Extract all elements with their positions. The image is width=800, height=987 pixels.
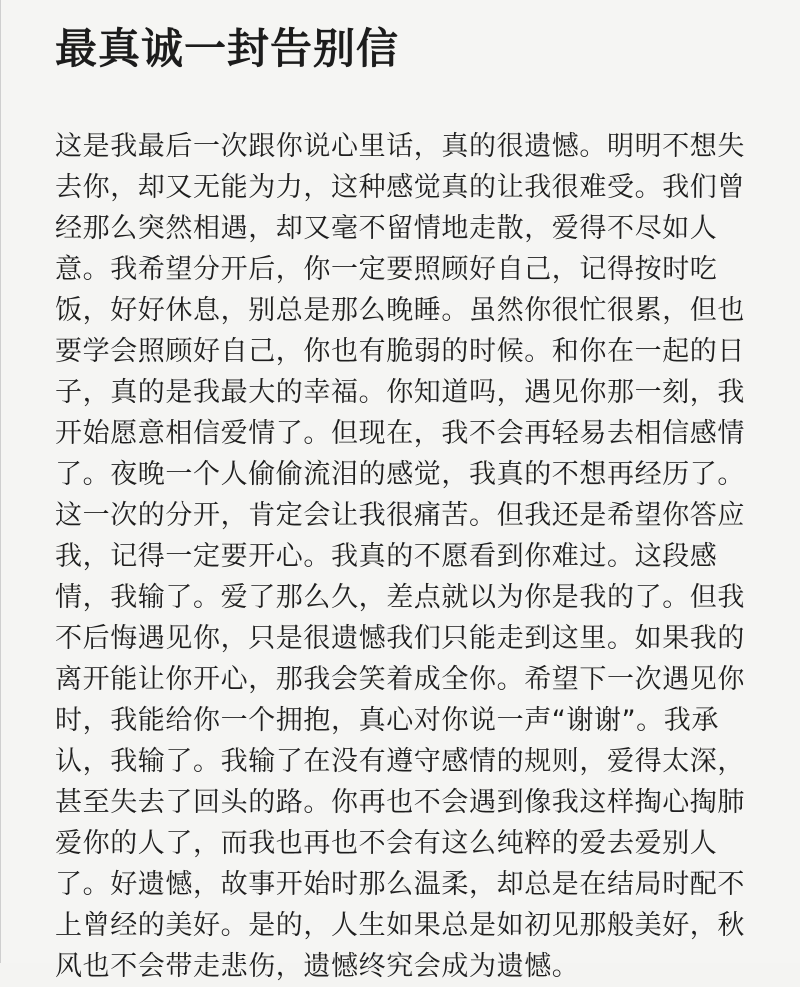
body-line: 离开能让你开心，那我会笑着成全你。希望下一次遇见你 (55, 664, 745, 695)
body-line: 了。夜晚一个人偷偷流泪的感觉，我真的不想再经历了。 (55, 459, 745, 490)
body-line: 这是我最后一次跟你说心里话，真的很遗憾。明明不想失 (55, 131, 745, 162)
body-line: 意。我希望分开后，你一定要照顾好自己，记得按时吃 (55, 254, 718, 285)
page-title: 最真诚一封告别信 (55, 24, 400, 73)
body-line: 开始愿意相信爱情了。但现在，我不会再轻易去相信感情 (55, 418, 745, 449)
body-line: 风也不会带走悲伤，遗憾终究会成为遗憾。 (55, 951, 580, 982)
body-line: 时，我能给你一个拥抱，真心对你说一声“谢谢”。我承 (55, 705, 719, 736)
body-line: 上曾经的美好。是的，人生如果总是如初见那般美好，秋 (55, 910, 745, 941)
letter-body (55, 126, 755, 987)
body-line: 甚至失去了回头的路。你再也不会遇到像我这样掏心掏肺 (55, 787, 745, 818)
body-line: 不后悔遇见你，只是很遗憾我们只能走到这里。如果我的 (55, 623, 745, 654)
body-line: 去你，却又无能为力，这种感觉真的让我很难受。我们曾 (55, 172, 745, 203)
body-line: 经那么突然相遇，却又毫不留情地走散，爱得不尽如人 (55, 213, 718, 244)
body-line: 这一次的分开，肯定会让我很痛苦。但我还是希望你答应 (55, 500, 745, 531)
body-line: 情，我输了。爱了那么久，差点就以为你是我的了。但我 (55, 582, 745, 613)
body-line: 饭，好好休息，别总是那么晚睡。虽然你很忙很累，但也 (55, 295, 745, 326)
body-line: 子，真的是我最大的幸福。你知道吗，遇见你那一刻，我 (55, 377, 745, 408)
body-line: 我，记得一定要开心。我真的不愿看到你难过。这段感 (55, 541, 718, 572)
body-line: 爱你的人了，而我也再也不会有这么纯粹的爱去爱别人 (55, 828, 718, 859)
body-line: 认，我输了。我输了在没有遵守感情的规则，爱得太深， (55, 746, 745, 777)
body-line: 了。好遗憾，故事开始时那么温柔，却总是在结局时配不 (55, 869, 745, 900)
body-line: 要学会照顾好自己，你也有脆弱的时候。和你在一起的日 (55, 336, 745, 367)
